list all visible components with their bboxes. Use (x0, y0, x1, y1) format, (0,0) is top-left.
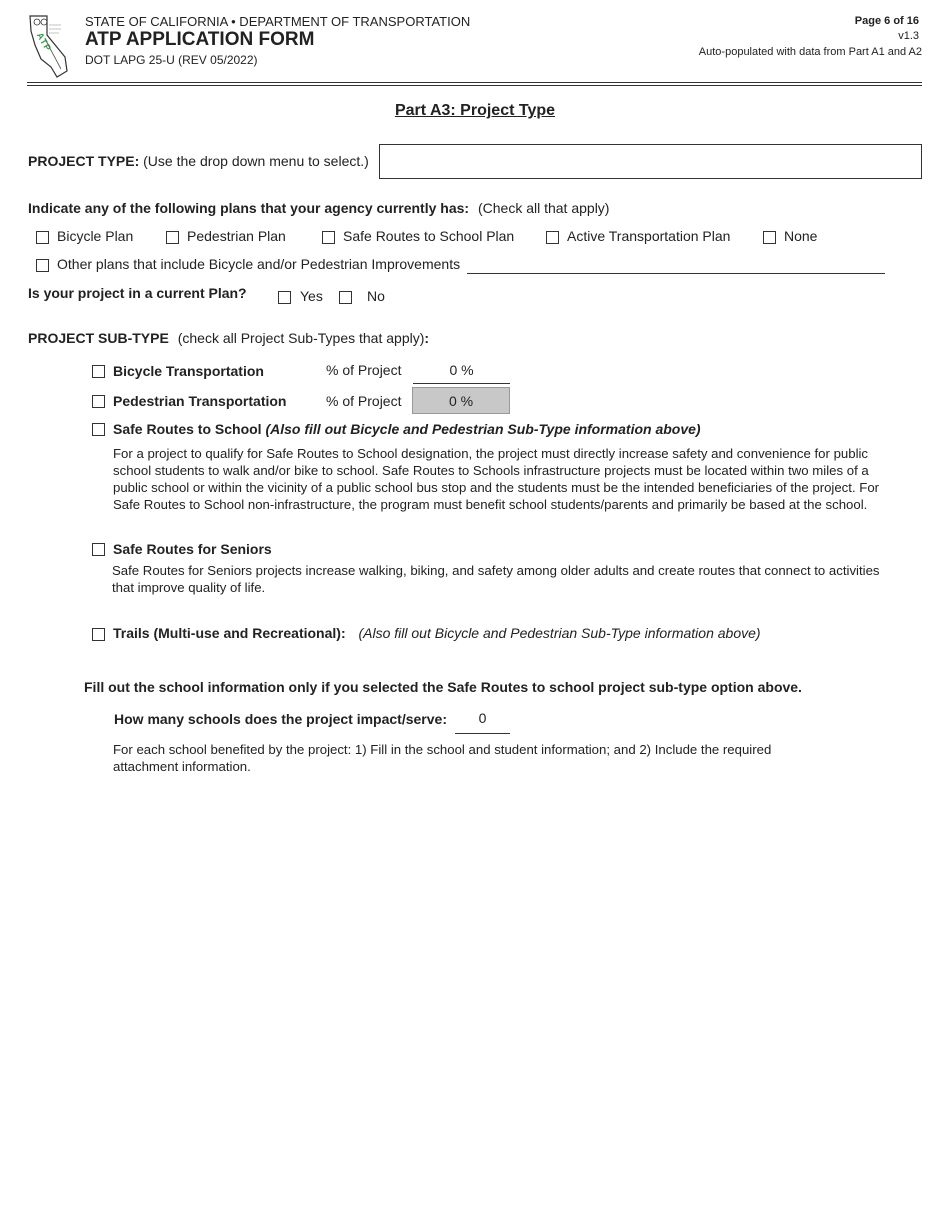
trails-label-row (113, 625, 761, 641)
atp-plan-label: Active Transportation Plan (567, 228, 731, 244)
subtype-heading-row (28, 330, 429, 346)
atp-logo (27, 13, 71, 79)
section-title: Part A3: Project Type (394, 102, 556, 119)
autopopulated-note: Auto-populated with data from Part A1 and A2 (698, 46, 922, 58)
project-type-label: PROJECT TYPE: (28, 153, 140, 169)
srts-plan-label: Safe Routes to School Plan (343, 228, 515, 244)
pedestrian-pct-label: % of Project (326, 393, 402, 409)
subtype-label: PROJECT SUB-TYPE (28, 330, 169, 346)
current-plan-yes-checkbox[interactable] (278, 291, 291, 304)
srts-label: Safe Routes to School (113, 421, 262, 437)
seniors-label: Safe Routes for Seniors (113, 541, 272, 557)
plans-question-row (28, 200, 609, 216)
logo-letters: ATP (34, 30, 54, 54)
srts-checkbox[interactable] (92, 423, 105, 436)
seniors-checkbox[interactable] (92, 543, 105, 556)
bicycle-pct-input[interactable]: 0 % (413, 358, 510, 384)
form-title: ATP APPLICATION FORM (85, 29, 315, 50)
other-plan-input[interactable] (467, 256, 885, 274)
header-divider-2 (27, 85, 922, 86)
bicycle-plan-label: Bicycle Plan (57, 228, 134, 244)
project-type-dropdown[interactable] (379, 144, 922, 179)
srts-description: For a project to qualify for Safe Routes to School designation, the project must directly increase safety and convenience for public school students to walk and/or bike to school. Safe Routes to Schools infrastructure projects must be located within two miles of a public school or within the vicinity of a public school bus stop and the students must be the intended beneficiaries of the project. For Safe Routes to School non-infrastructure, the program must benefit school students/parents and primarily be based at the school. (113, 446, 880, 512)
other-plan-checkbox[interactable] (36, 259, 49, 272)
plans-question: Indicate any of the following plans that your agency currently has: (28, 200, 470, 216)
srts-note: (Also fill out Bicycle and Pedestrian Sub-Type information above) (265, 421, 701, 437)
bicycle-pct-label: % of Project (326, 362, 402, 378)
srts-label-row (113, 421, 701, 437)
school-count-label: How many schools does the project impact/serve: (114, 711, 447, 727)
version: v1.3 (898, 30, 919, 42)
header-divider (27, 82, 922, 83)
atp-plan-checkbox[interactable] (546, 231, 559, 244)
pedestrian-transportation-label: Pedestrian Transportation (113, 393, 287, 409)
page-number: Page 6 of 16 (854, 15, 919, 27)
pedestrian-pct-field: 0 % (412, 387, 510, 414)
current-plan-yes-label: Yes (300, 288, 323, 304)
subtype-colon: : (424, 330, 430, 346)
pedestrian-plan-checkbox[interactable] (166, 231, 179, 244)
subtype-hint: (check all Project Sub-Types that apply) (177, 330, 425, 346)
school-note: For each school benefited by the project: 1) Fill in the school and student information; and 2) Include the required attachment information. (113, 742, 772, 774)
trails-note: (Also fill out Bicycle and Pedestrian Sub-Type information above) (358, 625, 761, 641)
srts-plan-checkbox[interactable] (322, 231, 335, 244)
bicycle-transportation-checkbox[interactable] (92, 365, 105, 378)
none-plan-checkbox[interactable] (763, 231, 776, 244)
bicycle-plan-checkbox[interactable] (36, 231, 49, 244)
none-plan-label: None (784, 228, 818, 244)
form-code: DOT LAPG 25-U (REV 05/2022) (85, 53, 258, 67)
plans-hint: (Check all that apply) (477, 200, 610, 216)
school-count-input[interactable]: 0 (455, 706, 510, 734)
other-plan-label: Other plans that include Bicycle and/or Pedestrian Improvements (57, 256, 461, 272)
project-type-hint: (Use the drop down menu to select.) (143, 153, 369, 169)
trails-label: Trails (Multi-use and Recreational): (113, 625, 346, 641)
school-instruction: Fill out the school information only if you selected the Safe Routes to school project sub-type option above. (84, 679, 802, 695)
current-plan-question: Is your project in a current Plan? (28, 285, 247, 301)
pedestrian-transportation-checkbox[interactable] (92, 395, 105, 408)
seniors-description: Safe Routes for Seniors projects increase walking, biking, and safety among older adults and create routes that connect to activities that improve quality of life. (112, 563, 880, 595)
bicycle-transportation-label: Bicycle Transportation (113, 363, 264, 379)
current-plan-no-label: No (367, 288, 385, 304)
agency-name: STATE OF CALIFORNIA • DEPARTMENT OF TRANSPORTATION (85, 14, 471, 29)
current-plan-no-checkbox[interactable] (339, 291, 352, 304)
trails-checkbox[interactable] (92, 628, 105, 641)
pedestrian-plan-label: Pedestrian Plan (187, 228, 286, 244)
project-type-label-row (28, 153, 369, 169)
